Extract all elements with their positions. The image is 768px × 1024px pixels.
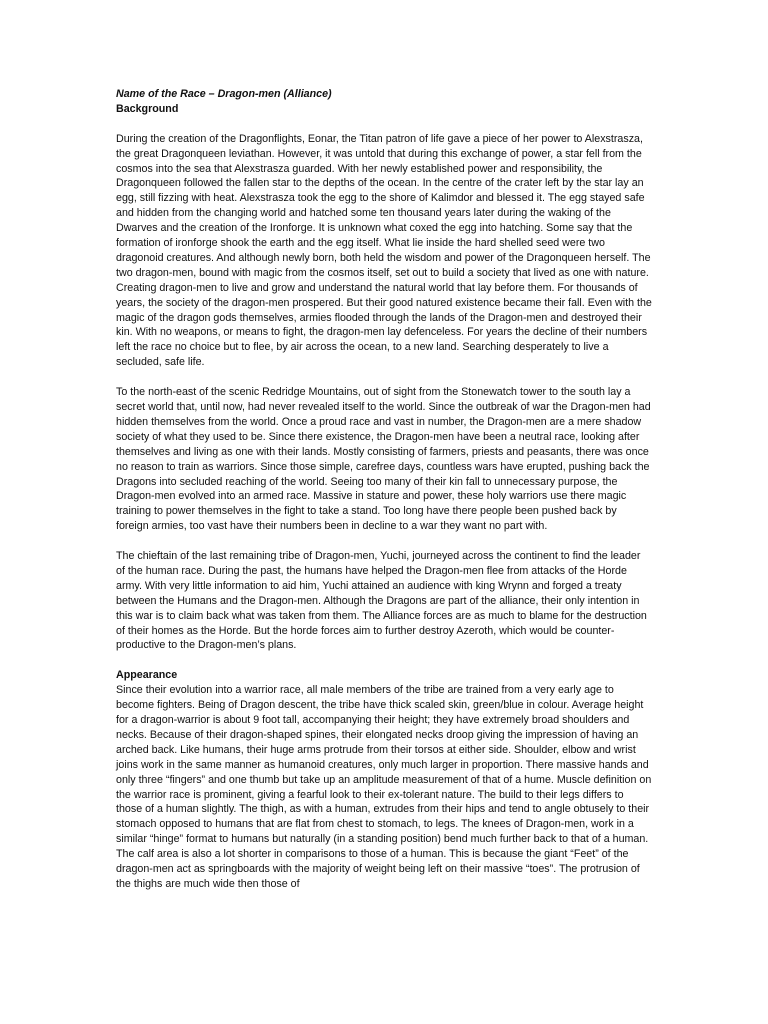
spacer bbox=[116, 117, 652, 132]
section-heading-appearance: Appearance bbox=[116, 669, 178, 682]
section-heading-background: Background bbox=[116, 102, 179, 115]
background-paragraph-3: The chieftain of the last remaining tribe of Dragon-men, Yuchi, journeyed across the continent to find the leader of the human race. During the past, the humans have helped the Dragon-men flee from attacks of the Horde army. With very little information to aid him, Yuchi attained an audience with king Wrynn and forged a treaty between the Humans and the Dragon-men. Although the Dragons are part of the alliance, their only intention in this war is to claim back what was taken from them. The Alliance forces are as much to blame for the destruction of their homes as the Horde. But the horde forces aim to further destroy Azeroth, which would be counter-productive to the Dragon-men’s plans. bbox=[116, 550, 647, 652]
document-page bbox=[116, 87, 652, 892]
document-title: Name of the Race – Dragon-men (Alliance) bbox=[116, 88, 332, 100]
background-paragraph-1: During the creation of the Dragonflights, Eonar, the Titan patron of life gave a piece of her power to Alexstrasza, the great Dragonqueen leviathan. However, it was untold that during this exchange of power, a star fell from the cosmos into the sea that Alexstrasza guarded. With her newly established power and responsibility, the Dragonqueen followed the fallen star to the depths of the ocean. In the centre of the crater left by the star lay an egg, still fizzing with heat. Alexstrasza took the egg to the shore of Kalimdor and blessed it. The egg stayed safe and hidden from the changing world and hatched some ten thousand years later during the waking of the Dwarves and the creation of the Ironforge. It is unknown what coxed the egg into hatching. Some say that the formation of ironforge shook the earth and the egg itself. What lie inside the hard shelled seed were two dragonoid creatures. And although newly born, both held the wisdom and power of the Dragonqueen herself. The two dragon-men, bound with magic from the cosmos itself, set out to build a society that lived as one with nature. Creating dragon-men to live and grow and understand the natural world that lay before them. For thousands of years, the society of the dragon-men prospered. But their good natured existence became their fall. Even with the magic of the dragon gods themselves, armies flooded through the lands of the Dragon-men and destroyed their kin. With no weapons, or means to fight, the dragon-men lay defenceless. For years the decline of their numbers left the race no choice but to flee, by air across the ocean, to a new land. Searching desperately to live a secluded, safe life. bbox=[116, 132, 652, 369]
background-paragraph-2: To the north-east of the scenic Redridge Mountains, out of sight from the Stonewatch tower to the south lay a secret world that, until now, had never revealed itself to the world. Since the outbreak of war the Dragon-men had hidden themselves from the world. Once a proud race and vast in number, the Dragon-men are a mere shadow society of what they used to be. Since there existence, the Dragon-men have been a neutral race, looking after themselves and living as one with their lands. Mostly consisting of farmers, priests and peasants, there was once no reason to train as warriors. Since those simple, carefree days, countless wars have erupted, pushing back the Dragons into secluded reaching of the world. Seeing too many of their kin fall to unnecessary purpose, the Dragon-men evolved into an armed race. Massive in stature and power, these holy warriors use there magic training to power themselves in the fight to take a stand. Too long have there people been pushed back by foreign armies, too vast have their numbers been in decline to a war they want no part with. bbox=[116, 386, 651, 533]
appearance-paragraph-1: Since their evolution into a warrior race, all male members of the tribe are trained from a very early age to become fighters. Being of Dragon descent, the tribe have thick scaled skin, green/blue in colour. Average height for a dragon-warrior is about 9 foot tall, accompanying their height; they have extremely broad shoulders and necks. Because of their dragon-shaped spines, their elongated necks droop giving the impression of having an arched back. Like humans, their huge arms protrude from their torsos at either side. Shoulder, elbow and wrist joins work in the same manner as humanoid creatures, only much larger in proportion. There massive hands and only three “fingers” and one thumb but take up an amplitude measurement of that of a hume. Muscle definition on the warrior race is prominent, giving a fearful look to their ex-tolerant nature. The build to their legs differs to those of a human slightly. The thigh, as with a human, extrudes from their hips and tend to angle obtusely to their stomach opposed to humans that are flat from chest to stomach, to legs. The knees of Dragon-men, work in a similar “hinge” format to humans but naturally (in a standing position) bend much further back to that of a human. The calf area is also a lot shorter in comparisons to those of a human. This is because the giant “Feet” of the dragon-men act as springboards with the majority of weight being left on their massive “toes”. The protrusion of the thighs are much wide then those of bbox=[116, 684, 652, 890]
